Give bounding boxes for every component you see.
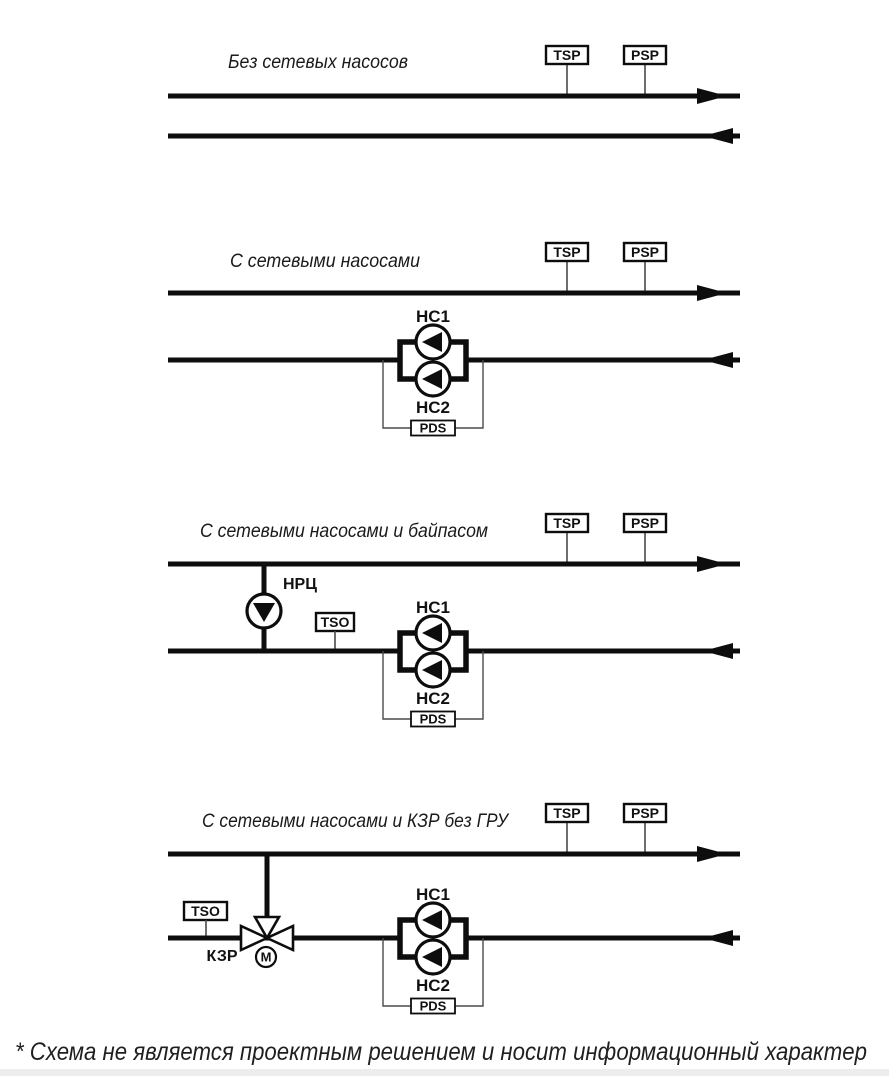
- pds-sensor-label: PDS: [419, 420, 447, 436]
- return-flow-arrow-icon: [703, 643, 733, 659]
- pds-sensor-label: PDS: [419, 998, 447, 1014]
- pump1-label: НС1: [415, 307, 451, 326]
- pump2-label: НС2: [415, 976, 451, 995]
- section-title: С сетевыми насосами и КЗР без ГРУ: [202, 811, 510, 832]
- section-with-network-pumps-kzr: [168, 804, 740, 1014]
- control-valve-label: КЗР: [206, 948, 238, 965]
- psp-sensor-label: PSP: [630, 805, 660, 821]
- pump-group: [383, 616, 483, 727]
- supply-flow-arrow-icon: [697, 88, 727, 104]
- tso-sensor-label: TSO: [191, 903, 220, 919]
- pump-group: [383, 325, 483, 436]
- tsp-sensor-label: TSP: [553, 244, 581, 260]
- pump2-label: НС2: [415, 689, 451, 708]
- section-with-network-pumps: [168, 243, 740, 436]
- return-flow-arrow-icon: [703, 128, 733, 144]
- section-no-network-pumps: [168, 46, 740, 144]
- psp-sensor-label: PSP: [630, 515, 660, 531]
- valve-motor-label: М: [260, 949, 272, 965]
- supply-flow-arrow-icon: [697, 285, 727, 301]
- section-title: С сетевыми насосами и байпасом: [200, 521, 488, 542]
- section-with-network-pumps-bypass: [168, 514, 740, 727]
- section-title: Без сетевых насосов: [228, 52, 409, 73]
- psp-sensor-label: PSP: [630, 244, 660, 260]
- watermark-band: [0, 1069, 889, 1076]
- tsp-sensor-label: TSP: [553, 805, 581, 821]
- tsp-sensor-label: TSP: [553, 515, 581, 531]
- pds-sensor-label: PDS: [419, 711, 447, 727]
- supply-flow-arrow-icon: [697, 556, 727, 572]
- pump2-label: НС2: [415, 398, 451, 417]
- bypass-valve-label: НРЦ: [283, 576, 317, 593]
- tsp-sensor-label: TSP: [553, 47, 581, 63]
- pump1-label: НС1: [415, 885, 451, 904]
- tso-sensor-label: TSO: [320, 614, 350, 630]
- supply-flow-arrow-icon: [697, 846, 727, 862]
- return-flow-arrow-icon: [703, 352, 733, 368]
- psp-sensor-label: PSP: [630, 47, 660, 63]
- footnote-text: * Схема не является проектным решением и носит информационный характер: [15, 1038, 868, 1066]
- return-flow-arrow-icon: [703, 930, 733, 946]
- pump-group: [383, 903, 483, 1014]
- section-title: С сетевыми насосами: [230, 251, 421, 272]
- pump1-label: НС1: [415, 598, 451, 617]
- three-way-valve: [206, 917, 293, 967]
